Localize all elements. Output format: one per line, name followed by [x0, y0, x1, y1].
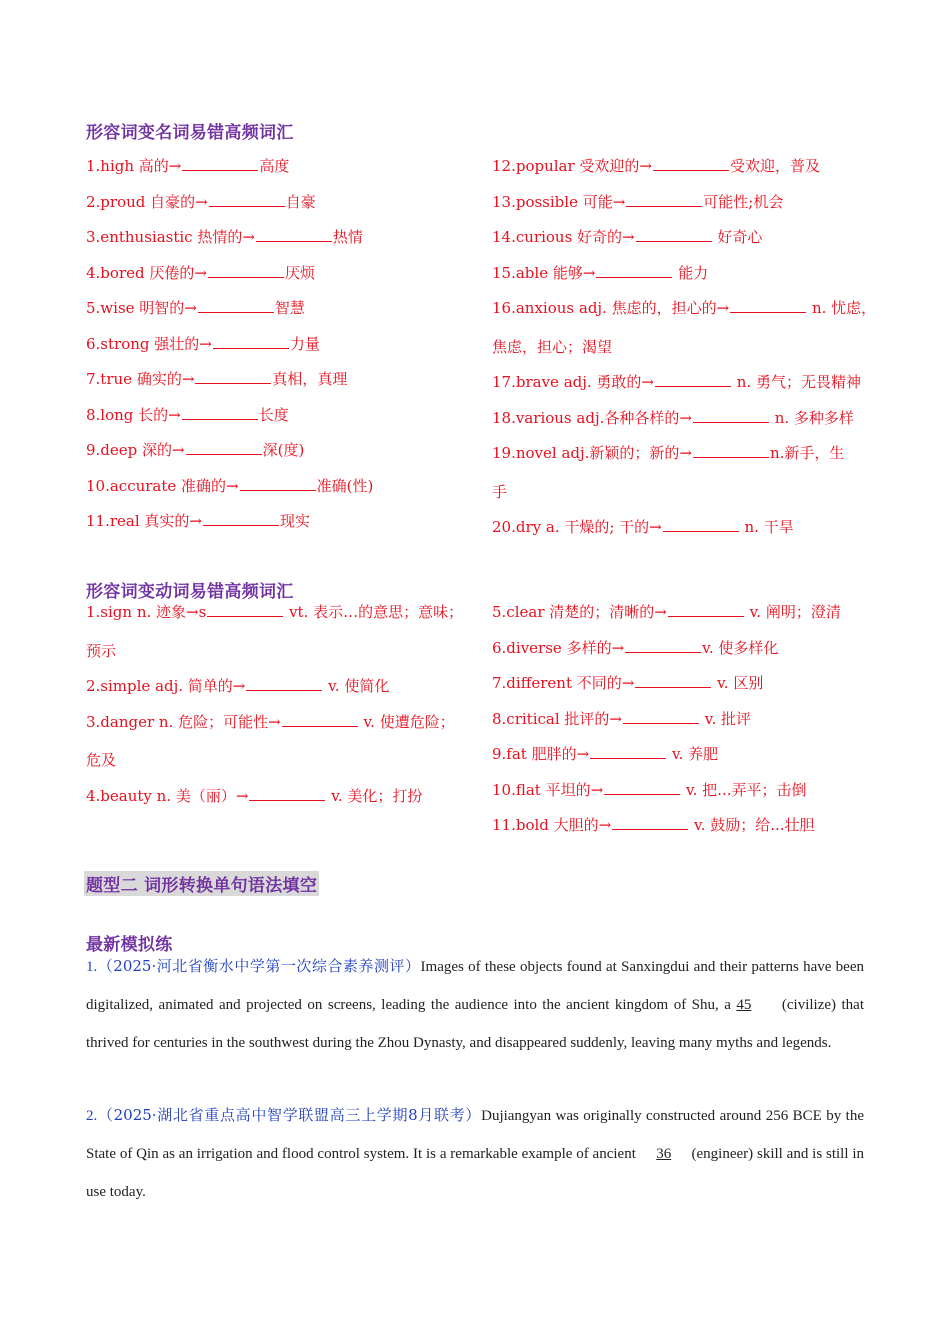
vocab-item [492, 263, 708, 283]
vocab-item [492, 227, 762, 247]
vocab-prompt: 8.long 长的→ [86, 405, 181, 424]
vocab-meaning-continued: 焦虑，担心；渴望 [492, 337, 613, 356]
vocab-item [86, 156, 289, 176]
question-source: （2025·河北省衡水中学第一次综合素养测评） [97, 957, 421, 975]
question-1 [86, 947, 864, 1062]
question-source: （2025·湖北省重点高中智学联盟高三上学期8月联考） [97, 1106, 482, 1124]
vocab-item [86, 298, 305, 318]
fill-in-blank[interactable] [207, 602, 283, 617]
fill-in-blank[interactable] [635, 673, 711, 688]
fill-in-blank[interactable] [596, 263, 672, 278]
vocab-prompt: 17.brave adj. 勇敢的→ [492, 373, 654, 391]
fill-in-blank[interactable] [626, 192, 702, 207]
section4-title: 最新模拟练 [86, 935, 173, 955]
answer-blank: 45 [736, 997, 752, 1013]
fill-in-blank[interactable] [195, 369, 271, 384]
vocab-prompt: 11.bold 大胆的→ [492, 816, 612, 834]
vocab-meaning: v. 区别 [712, 674, 764, 692]
question-number: 1. [86, 959, 98, 975]
vocab-item [492, 517, 794, 537]
vocab-meaning: v. 把...弄平；击倒 [681, 780, 807, 799]
vocab-prompt: 19.novel adj.新颖的；新的→ [492, 444, 692, 462]
fill-in-blank[interactable] [203, 511, 279, 526]
vocab-meaning: v. 使遭危险； [358, 712, 455, 731]
vocab-prompt: 10.flat 平坦的→ [492, 780, 604, 799]
fill-in-blank[interactable] [246, 676, 322, 691]
vocab-meaning: 热情 [332, 228, 363, 246]
vocab-meaning: 厌烦 [284, 263, 315, 282]
vocab-item [492, 192, 783, 212]
fill-in-blank[interactable] [186, 440, 262, 455]
vocab-item [86, 369, 347, 389]
vocab-prompt: 20.dry a. 干燥的; 干的→ [492, 518, 662, 536]
vocab-item [492, 673, 763, 693]
question-text-part1: Dujiangyan was originally constructed around 256 BCE by the State of Qin as an irrigation and flood control system. It is a remarkable example of ancient [86, 1108, 864, 1162]
fill-in-blank[interactable] [663, 517, 739, 532]
vocab-meaning: 深(度) [262, 441, 305, 459]
fill-in-blank[interactable] [590, 744, 666, 759]
vocab-item [492, 815, 815, 835]
vocab-meaning: 真相，真理 [272, 370, 348, 388]
vocab-item [492, 408, 854, 428]
fill-in-blank[interactable] [653, 156, 729, 171]
section3-title: 题型二 词形转换单句语法填空 [84, 871, 319, 896]
section2-title: 形容词变动词易错高频词汇 [86, 582, 294, 602]
vocab-prompt: 7.true 确实的→ [86, 370, 195, 388]
fill-in-blank[interactable] [655, 372, 731, 387]
question-text-part1: Images of these objects found at Sanxingdui and their patterns have been digitalized, animated and projected on screens, leading the audience into the ancient kingdom of Shu, a [86, 959, 864, 1013]
section1-title: 形容词变名词易错高频词汇 [86, 123, 294, 143]
vocab-meaning: 力量 [289, 334, 320, 353]
vocab-meaning: 能力 [673, 263, 709, 282]
fill-in-blank[interactable] [198, 298, 274, 313]
fill-in-blank[interactable] [625, 638, 701, 653]
fill-in-blank[interactable] [209, 192, 285, 207]
vocab-item [86, 440, 304, 460]
vocab-meaning-continued: 危及 [86, 751, 117, 769]
vocab-prompt: 2.simple adj. 简单的→ [86, 677, 246, 695]
answer-blank: 36 [656, 1146, 672, 1162]
vocab-meaning: 智慧 [274, 299, 305, 317]
vocab-prompt: 4.bored 厌倦的→ [86, 263, 207, 282]
vocab-prompt: 14.curious 好奇的→ [492, 228, 635, 246]
vocab-item [86, 511, 310, 531]
vocab-meaning: 长度 [258, 405, 289, 424]
fill-in-blank[interactable] [668, 602, 744, 617]
question-text-part2: (engineer) skill and is still in use today. [86, 1146, 864, 1200]
fill-in-blank[interactable] [693, 443, 769, 458]
vocab-prompt: 1.high 高的→ [86, 157, 182, 175]
fill-in-blank[interactable] [249, 786, 325, 801]
vocab-meaning: v. 美化；打扮 [326, 786, 423, 805]
vocab-item [86, 476, 373, 496]
vocab-prompt: 5.clear 清楚的；清晰的→ [492, 603, 667, 621]
vocab-prompt: 7.different 不同的→ [492, 674, 635, 692]
vocab-meaning: 高度 [259, 157, 290, 175]
vocab-prompt: 11.real 真实的→ [86, 512, 202, 530]
vocab-meaning: v. 批评 [699, 709, 751, 728]
vocab-meaning: v. 阐明；澄清 [744, 603, 841, 621]
vocab-prompt: 18.various adj.各种各样的→ [492, 408, 692, 427]
vocab-meaning: n. 干旱 [739, 518, 794, 536]
vocab-prompt: 13.possible 可能→ [492, 192, 626, 211]
vocab-item [492, 602, 841, 622]
vocab-prompt: 16.anxious adj. 焦虑的，担心的→ [492, 299, 730, 317]
fill-in-blank[interactable] [182, 405, 258, 420]
vocab-item [86, 192, 316, 212]
vocab-prompt: 9.deep 深的→ [86, 441, 185, 459]
vocab-prompt: 3.enthusiastic 热情的→ [86, 228, 255, 246]
vocab-meaning: 准确(性) [316, 476, 374, 495]
fill-in-blank[interactable] [182, 156, 258, 171]
vocab-item [492, 780, 806, 800]
question-number: 2. [86, 1108, 98, 1124]
fill-in-blank[interactable] [256, 227, 332, 242]
vocab-item [86, 263, 315, 283]
vocab-item [86, 227, 363, 247]
vocab-item [492, 638, 778, 658]
vocab-prompt: 9.fat 肥胖的→ [492, 745, 590, 763]
vocab-meaning: 可能性;机会 [703, 192, 784, 211]
vocab-prompt: 3.danger n. 危险；可能性→ [86, 712, 281, 731]
vocab-item [86, 405, 289, 425]
question-text-part2: (civilize) that thrived for centuries in the southwest during the Zhou Dynasty, and disappeared suddenly, leaving many myths and legends. [86, 997, 864, 1051]
vocab-item [492, 372, 861, 392]
fill-in-blank[interactable] [282, 712, 358, 727]
vocab-meaning: n.新手，生 [770, 444, 845, 462]
vocab-item [492, 298, 876, 318]
fill-in-blank[interactable] [612, 815, 688, 830]
fill-in-blank[interactable] [208, 263, 284, 278]
vocab-meaning: 受欢迎，普及 [730, 157, 821, 175]
vocab-meaning: v. 使多样化 [702, 638, 779, 657]
vocab-item [492, 709, 751, 729]
vocab-meaning-continued: 手 [492, 482, 508, 501]
vocab-prompt: 1.sign n. 迹象→s [86, 603, 207, 621]
vocab-item [86, 334, 320, 354]
fill-in-blank[interactable] [240, 476, 316, 491]
vocab-prompt: 12.popular 受欢迎的→ [492, 157, 652, 175]
vocab-meaning: n. 忧虑， [807, 299, 877, 317]
vocab-item [86, 712, 455, 732]
vocab-item [86, 602, 463, 622]
fill-in-blank[interactable] [623, 709, 699, 724]
vocab-prompt: 4.beauty n. 美（丽）→ [86, 786, 249, 805]
vocab-prompt: 10.accurate 准确的→ [86, 476, 239, 495]
vocab-prompt: 6.diverse 多样的→ [492, 638, 625, 657]
vocab-item [492, 443, 844, 463]
vocab-item [86, 786, 422, 806]
vocab-prompt: 6.strong 强壮的→ [86, 334, 212, 353]
vocab-meaning-continued: 预示 [86, 641, 117, 660]
question-2 [86, 1096, 864, 1211]
fill-in-blank[interactable] [604, 780, 680, 795]
vocab-item [86, 676, 389, 696]
vocab-prompt: 15.able 能够→ [492, 263, 596, 282]
vocab-item [492, 744, 718, 764]
vocab-prompt: 8.critical 批评的→ [492, 709, 622, 728]
vocab-meaning: n. 勇气；无畏精神 [732, 373, 861, 391]
vocab-meaning: v. 使简化 [323, 677, 390, 695]
vocab-meaning: vt. 表示…的意思；意味； [284, 603, 464, 621]
fill-in-blank[interactable] [730, 298, 806, 313]
fill-in-blank[interactable] [693, 408, 769, 423]
vocab-meaning: n. 多种多样 [769, 408, 854, 427]
vocab-item [492, 156, 820, 176]
vocab-meaning: 自豪 [285, 192, 316, 211]
fill-in-blank[interactable] [213, 334, 289, 349]
vocab-meaning: v. 养肥 [667, 745, 719, 763]
vocab-prompt: 5.wise 明智的→ [86, 299, 197, 317]
vocab-prompt: 2.proud 自豪的→ [86, 192, 208, 211]
vocab-meaning: 好奇心 [712, 228, 763, 246]
fill-in-blank[interactable] [636, 227, 712, 242]
vocab-meaning: 现实 [279, 512, 310, 530]
vocab-meaning: v. 鼓励；给...壮胆 [689, 816, 815, 834]
